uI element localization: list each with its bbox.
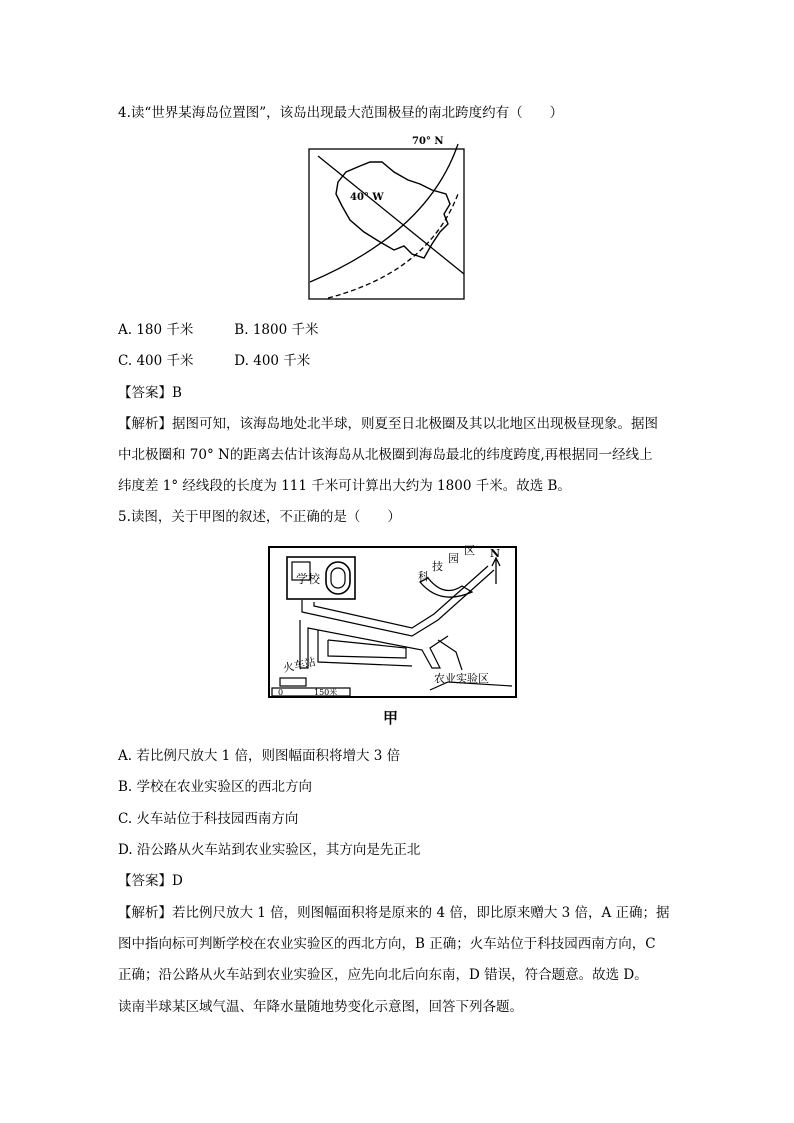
q5-analysis-line-1: 【解析】若比例尺放大 1 倍，则图幅面积将是原来的 4 倍，即比原来赠大 3 倍，A 正确；据 — [118, 905, 670, 921]
q5-option-b: B. 学校在农业实验区的西北方向 — [118, 779, 313, 795]
q4-analysis-line-3: 纬度差 1° 经线段的长度为 111 千米可计算出大约为 1800 千米。故选 B。 — [118, 478, 571, 494]
q5-option-c: C. 火车站位于科技园西南方向 — [118, 811, 299, 827]
q4-option-b: B. 1800 千米 — [234, 322, 319, 338]
map-caption: 甲 — [383, 709, 399, 727]
q5-stem: 5.读图，关于甲图的叙述，不正确的是（ ） — [118, 509, 401, 525]
north-label: N — [490, 547, 501, 560]
park-char-3: 园 — [448, 552, 459, 565]
q4-option-a: A. 180 千米 — [118, 322, 194, 338]
island-location-map — [308, 132, 468, 302]
island-map-svg — [308, 132, 468, 302]
q5-analysis-line-2: 图中指向标可判断学校在农业实验区的西北方向，B 正确；火车站位于科技园西南方向，C — [118, 936, 656, 952]
q4-answer: 【答案】B — [118, 385, 182, 401]
next-section-intro: 读南半球某区域气温、年降水量随地势变化示意图，回答下列各题。 — [118, 999, 523, 1015]
scale-zero: 0 — [278, 688, 284, 697]
campus-map-svg — [262, 540, 524, 730]
park-char-1: 科 — [418, 570, 429, 583]
station-label: 火车站 — [281, 655, 317, 675]
lon-label: 40° W — [350, 192, 384, 203]
q4-analysis-line-1: 【解析】据图可知，该海岛地处北半球，则夏至日北极圈及其以北地区出现极昼现象。据图 — [118, 416, 658, 432]
scale-max: 150米 — [314, 688, 338, 697]
q4-options-row-2 — [118, 351, 310, 371]
q4-option-c: C. 400 千米 — [118, 353, 194, 369]
park-char-2: 技 — [432, 560, 443, 573]
scale-bar — [272, 688, 350, 696]
lat-label: 70° N — [412, 136, 444, 147]
q4-option-d: D. 400 千米 — [234, 353, 311, 369]
q4-analysis-line-2: 中北极圈和 70° N的距离去估计该海岛从北极圈到海岛最北的纬度跨度,再根据同一经线上 — [118, 447, 653, 463]
park-char-4: 区 — [464, 544, 475, 557]
q5-analysis-line-3: 正确；沿公路从火车站到农业实验区，应先向北后向东南，D 错误，符合题意。故选 D。 — [118, 967, 648, 983]
q5-option-a: A. 若比例尺放大 1 倍，则图幅面积将增大 3 倍 — [118, 748, 401, 764]
map-frame — [309, 149, 464, 299]
campus-map-jia — [262, 540, 524, 730]
q5-answer: 【答案】D — [118, 873, 183, 889]
q5-option-d: D. 沿公路从火车站到农业实验区，其方向是先正北 — [118, 842, 421, 858]
school-label: 学校 — [296, 572, 321, 586]
q4-options-row-1 — [118, 320, 318, 340]
q4-stem: 4.读“世界某海岛位置图”，该岛出现最大范围极昼的南北跨度约有（ ） — [118, 105, 564, 121]
agri-label: 农业实验区 — [434, 672, 489, 685]
